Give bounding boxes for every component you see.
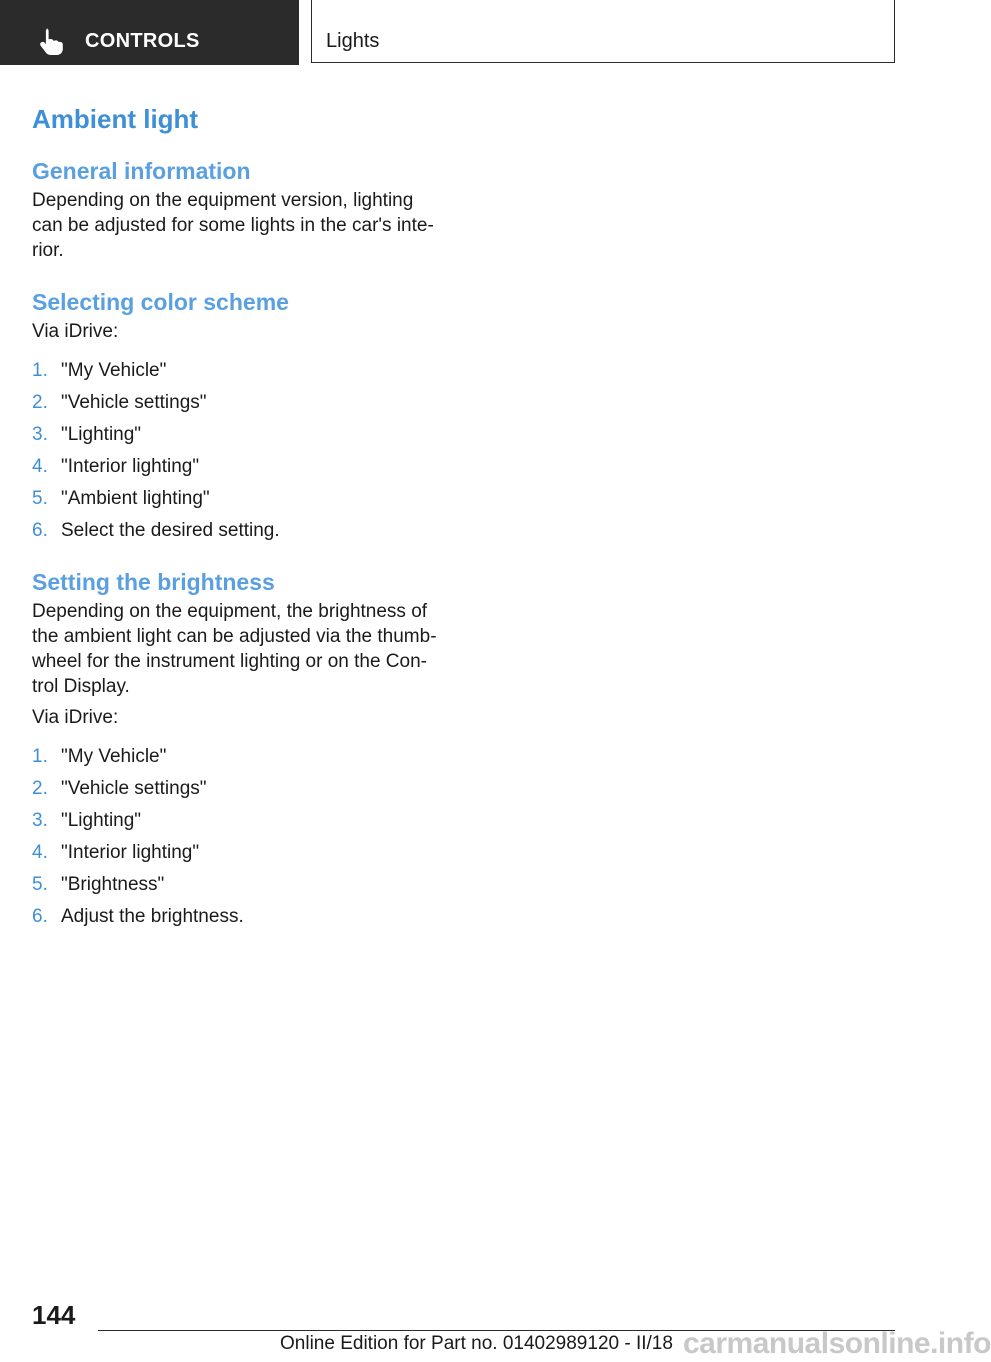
footer-watermark: carmanualsonline.info: [683, 1327, 991, 1360]
list-item: [32, 741, 442, 773]
list-item: [32, 387, 442, 419]
step-text: "Vehicle settings": [61, 778, 207, 799]
brightness-intro: Via iDrive:: [32, 707, 119, 728]
list-item: [32, 515, 442, 547]
step-text: "Interior lighting": [61, 456, 200, 477]
main-content: [32, 100, 442, 933]
list-item: [32, 837, 442, 869]
section-heading-setting-brightness: Setting the brightness: [32, 569, 275, 595]
brightness-paragraph: Depending on the equipment, the brightness of the ambient light can be adjusted via the thumb‐ wheel for the instrument lighting or on the Con‐ trol Display.: [32, 601, 437, 697]
page-number: 144: [32, 1300, 76, 1330]
step-number: 5.: [32, 488, 48, 509]
hand-pointer-icon: [38, 27, 64, 55]
step-number: 6.: [32, 520, 48, 541]
step-text: "Interior lighting": [61, 842, 200, 863]
list-item: [32, 451, 442, 483]
step-text: "Lighting": [61, 424, 142, 445]
step-text: "Ambient lighting": [61, 488, 210, 509]
general-information-paragraph: Depending on the equipment version, lighting can be adjusted for some lights in the car's inte‐ rior.: [32, 190, 434, 261]
list-item: [32, 805, 442, 837]
step-text: Adjust the brightness.: [61, 906, 244, 927]
footer-edition-text: Online Edition for Part no. 01402989120 - II/18: [280, 1333, 673, 1354]
list-item: [32, 773, 442, 805]
header-section: [311, 0, 895, 63]
list-item: [32, 483, 442, 515]
step-number: 3.: [32, 424, 48, 445]
step-text: "My Vehicle": [61, 746, 167, 767]
list-item: [32, 901, 442, 933]
step-number: 6.: [32, 906, 48, 927]
page-title: Ambient light: [32, 104, 199, 134]
header-tab-label: CONTROLS: [85, 30, 200, 52]
step-number: 2.: [32, 392, 48, 413]
step-text: "Lighting": [61, 810, 142, 831]
header-tab: [0, 0, 299, 65]
step-text: "Brightness": [61, 874, 165, 895]
section-heading-general-information: General information: [32, 158, 251, 184]
step-number: 4.: [32, 456, 48, 477]
section-heading-selecting-color-scheme: Selecting color scheme: [32, 289, 289, 315]
step-text: "Vehicle settings": [61, 392, 207, 413]
step-number: 2.: [32, 778, 48, 799]
step-number: 4.: [32, 842, 48, 863]
color-scheme-steps: [32, 355, 442, 547]
step-text: "My Vehicle": [61, 360, 167, 381]
brightness-steps: [32, 741, 442, 933]
step-number: 3.: [32, 810, 48, 831]
step-number: 1.: [32, 360, 48, 381]
step-number: 1.: [32, 746, 48, 767]
list-item: [32, 419, 442, 451]
color-scheme-intro: Via iDrive:: [32, 321, 119, 342]
header-section-label: Lights: [326, 30, 380, 52]
list-item: [32, 355, 442, 387]
step-number: 5.: [32, 874, 48, 895]
list-item: [32, 869, 442, 901]
step-text: Select the desired setting.: [61, 520, 280, 541]
